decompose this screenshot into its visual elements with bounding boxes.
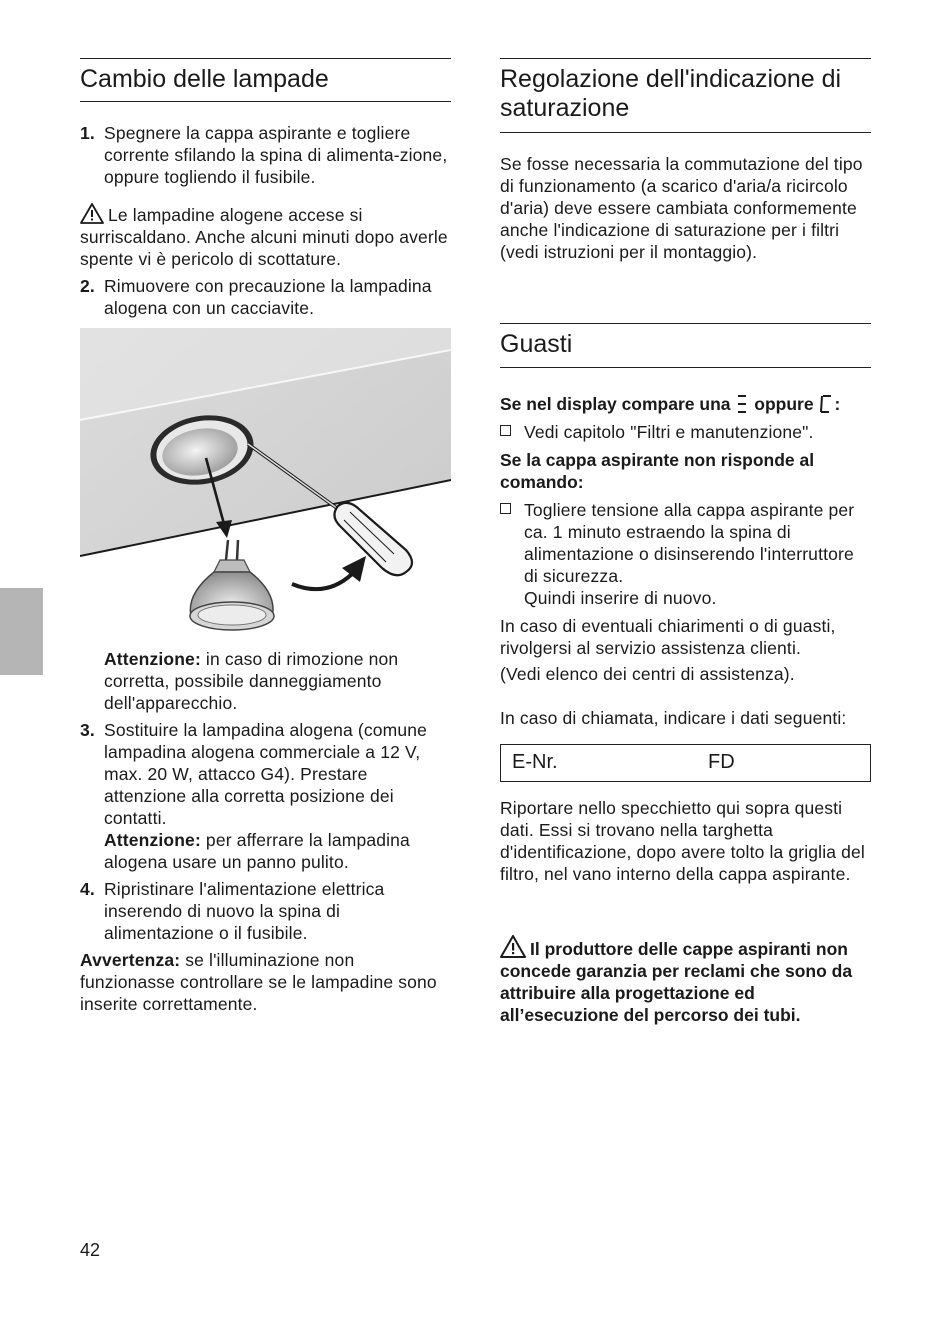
lamp-replacement-illustration: [80, 328, 451, 636]
display-symbol-c-icon: [820, 394, 832, 414]
identification-box: [500, 744, 871, 782]
step-text: Rimuovere con precauzione la lampadina alogena con un cacciavite.: [104, 276, 432, 318]
section-heading-faults: Guasti: [500, 323, 871, 368]
service-centers-paragraph: (Vedi elenco dei centri di assistenza).: [500, 664, 795, 684]
warranty-warning: [500, 935, 871, 1026]
step-3: [80, 719, 451, 873]
step-number: 1.: [80, 123, 95, 143]
saturation-paragraph: Se fosse necessaria la commutazione del tipo di funzionamento (a scarico d'aria/a ricircolo d'aria) deve essere cambiata conformemente anche l'indicazione di saturazione per i filtri (vedi istruzioni per il montaggio).: [500, 154, 863, 262]
step-number: 4.: [80, 879, 95, 899]
side-tab-marker: [0, 588, 43, 675]
step-2: [80, 275, 451, 319]
checkbox-bullet-icon: [500, 425, 511, 436]
checkbox-bullet-icon: [500, 503, 511, 514]
step-text: Sostituire la lampadina alogena (comune lampadina alogena commerciale a 12 V, max. 20 W, attacco G4). Prestare attenzione alla corretta posizione dei contatti.: [104, 720, 427, 828]
section-heading-saturation: Regolazione dell'indicazione di saturazione: [500, 58, 871, 133]
step-text: Ripristinare l'alimentazione elettrica inserendo di nuovo la spina di alimentazione o il fusibile.: [104, 879, 385, 943]
display-symbol-f-icon: [737, 394, 747, 414]
warning-hot-lamps: [80, 203, 451, 270]
warning-text: Le lampadine alogene accese si surriscaldano. Anche alcuni minuti dopo averle spente vi è pericolo di scottature.: [80, 205, 448, 269]
warning-text: Il produttore delle cappe aspiranti non concede garanzia per reclami che sono da attribuire alla progettazione ed all’esecuzione del percorso dei tubi.: [500, 939, 853, 1025]
service-paragraph: In caso di eventuali chiarimenti o di guasti, rivolgersi al servizio assistenza clienti.: [500, 616, 836, 658]
warning-triangle-icon: [500, 935, 526, 958]
answer-text: Quindi inserire di nuovo.: [524, 588, 717, 608]
section-heading-lamp-change: Cambio delle lampade: [80, 58, 451, 102]
attention-note-1: [80, 648, 451, 714]
advice-note: [80, 949, 451, 1015]
question-text: oppure: [754, 394, 814, 414]
attention-text: per afferrare la lampadina alogena usare un panno pulito.: [104, 830, 410, 872]
fault-question-display: [500, 393, 871, 415]
advice-label: Avvertenza:: [80, 950, 181, 970]
step-number: 2.: [80, 276, 95, 296]
step-text: Spegnere la cappa aspirante e togliere corrente sfilando la spina di alimenta-zione, oppure togliendo il fusibile.: [104, 123, 448, 187]
step-4: [80, 878, 451, 944]
rating-plate-paragraph: Riportare nello specchietto qui sopra questi dati. Essi si trovano nella targhetta d'identificazione, dopo avere tolto la griglia del filtro, nel vano interno della cappa aspirante.: [500, 798, 865, 884]
answer-text: Vedi capitolo "Filtri e manutenzione".: [524, 422, 814, 442]
answer-text: Togliere tensione alla cappa aspirante per ca. 1 minuto estraendo la spina di alimentazione o disinserendo l'interruttore di sicurezza.: [524, 500, 855, 586]
advice-text: se l'illuminazione non funzionasse controllare se le lampadine sono inserite correttamente.: [80, 950, 437, 1014]
question-text: :: [834, 394, 841, 414]
attention-label: Attenzione:: [104, 830, 201, 850]
fault-answer-2: [500, 499, 871, 609]
enr-label: E-Nr.: [512, 751, 558, 773]
fault-question-no-response: Se la cappa aspirante non risponde al comando:: [500, 450, 815, 492]
page-number: 42: [80, 1240, 101, 1260]
call-info-paragraph: In caso di chiamata, indicare i dati seguenti:: [500, 708, 847, 728]
fd-label: FD: [708, 751, 735, 773]
attention-label: Attenzione:: [104, 649, 201, 669]
attention-text: in caso di rimozione non corretta, possibile danneggiamento dell'apparecchio.: [104, 649, 399, 713]
warning-triangle-icon: [80, 203, 104, 224]
fault-answer-1: [500, 421, 871, 443]
step-number: 3.: [80, 720, 95, 740]
step-1: [80, 122, 451, 188]
question-text: Se nel display compare una: [500, 394, 731, 414]
